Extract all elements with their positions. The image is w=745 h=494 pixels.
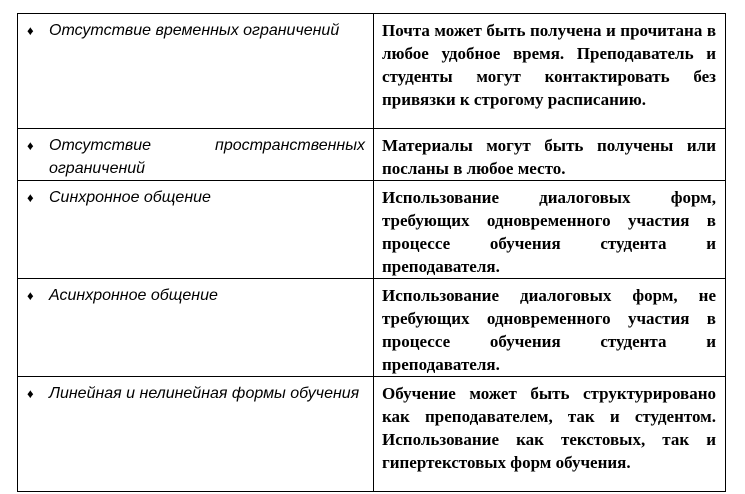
term-cell <box>18 14 374 129</box>
description-cell <box>374 14 726 129</box>
description-text: Материалы могут быть получены или посланы в любое место. <box>382 136 716 178</box>
diamond-bullet-icon: ♦ <box>27 288 34 303</box>
diamond-bullet-icon: ♦ <box>27 190 34 205</box>
features-table <box>17 13 726 492</box>
term-cell <box>18 129 374 181</box>
description-cell <box>374 181 726 279</box>
table-row <box>18 377 726 492</box>
term-text: Асинхронное общение <box>49 287 218 304</box>
term-cell <box>18 377 374 492</box>
description-cell <box>374 377 726 492</box>
description-cell <box>374 129 726 181</box>
term-text: Синхронное общение <box>49 189 211 206</box>
table-row <box>18 14 726 129</box>
table-row <box>18 129 726 181</box>
diamond-bullet-icon: ♦ <box>27 386 34 401</box>
term-cell <box>18 181 374 279</box>
term-text: Линейная и нелинейная формы обучения <box>49 385 360 402</box>
description-text: Использование диалоговых форм, требующих одновременного участия в процессе обучения студента и преподавателя. <box>382 188 716 276</box>
description-text: Обучение может быть структурировано как преподавателем, так и студентом. Использование как текстовых, так и гипертекстовых форм обучения. <box>382 384 716 472</box>
table-row <box>18 181 726 279</box>
term-cell <box>18 279 374 377</box>
term-text: Отсутствие пространственных ограничений <box>49 137 365 177</box>
table-row <box>18 279 726 377</box>
diamond-bullet-icon: ♦ <box>27 23 34 38</box>
term-text: Отсутствие временных ограничений <box>49 22 340 39</box>
description-text: Использование диалоговых форм, не требующих одновременного участия в процессе обучения студента и преподавателя. <box>382 286 716 374</box>
description-cell <box>374 279 726 377</box>
diamond-bullet-icon: ♦ <box>27 138 34 153</box>
description-text: Почта может быть получена и прочитана в любое удобное время. Преподаватель и студенты могут контактировать без привязки к строгому расписанию. <box>382 21 716 109</box>
